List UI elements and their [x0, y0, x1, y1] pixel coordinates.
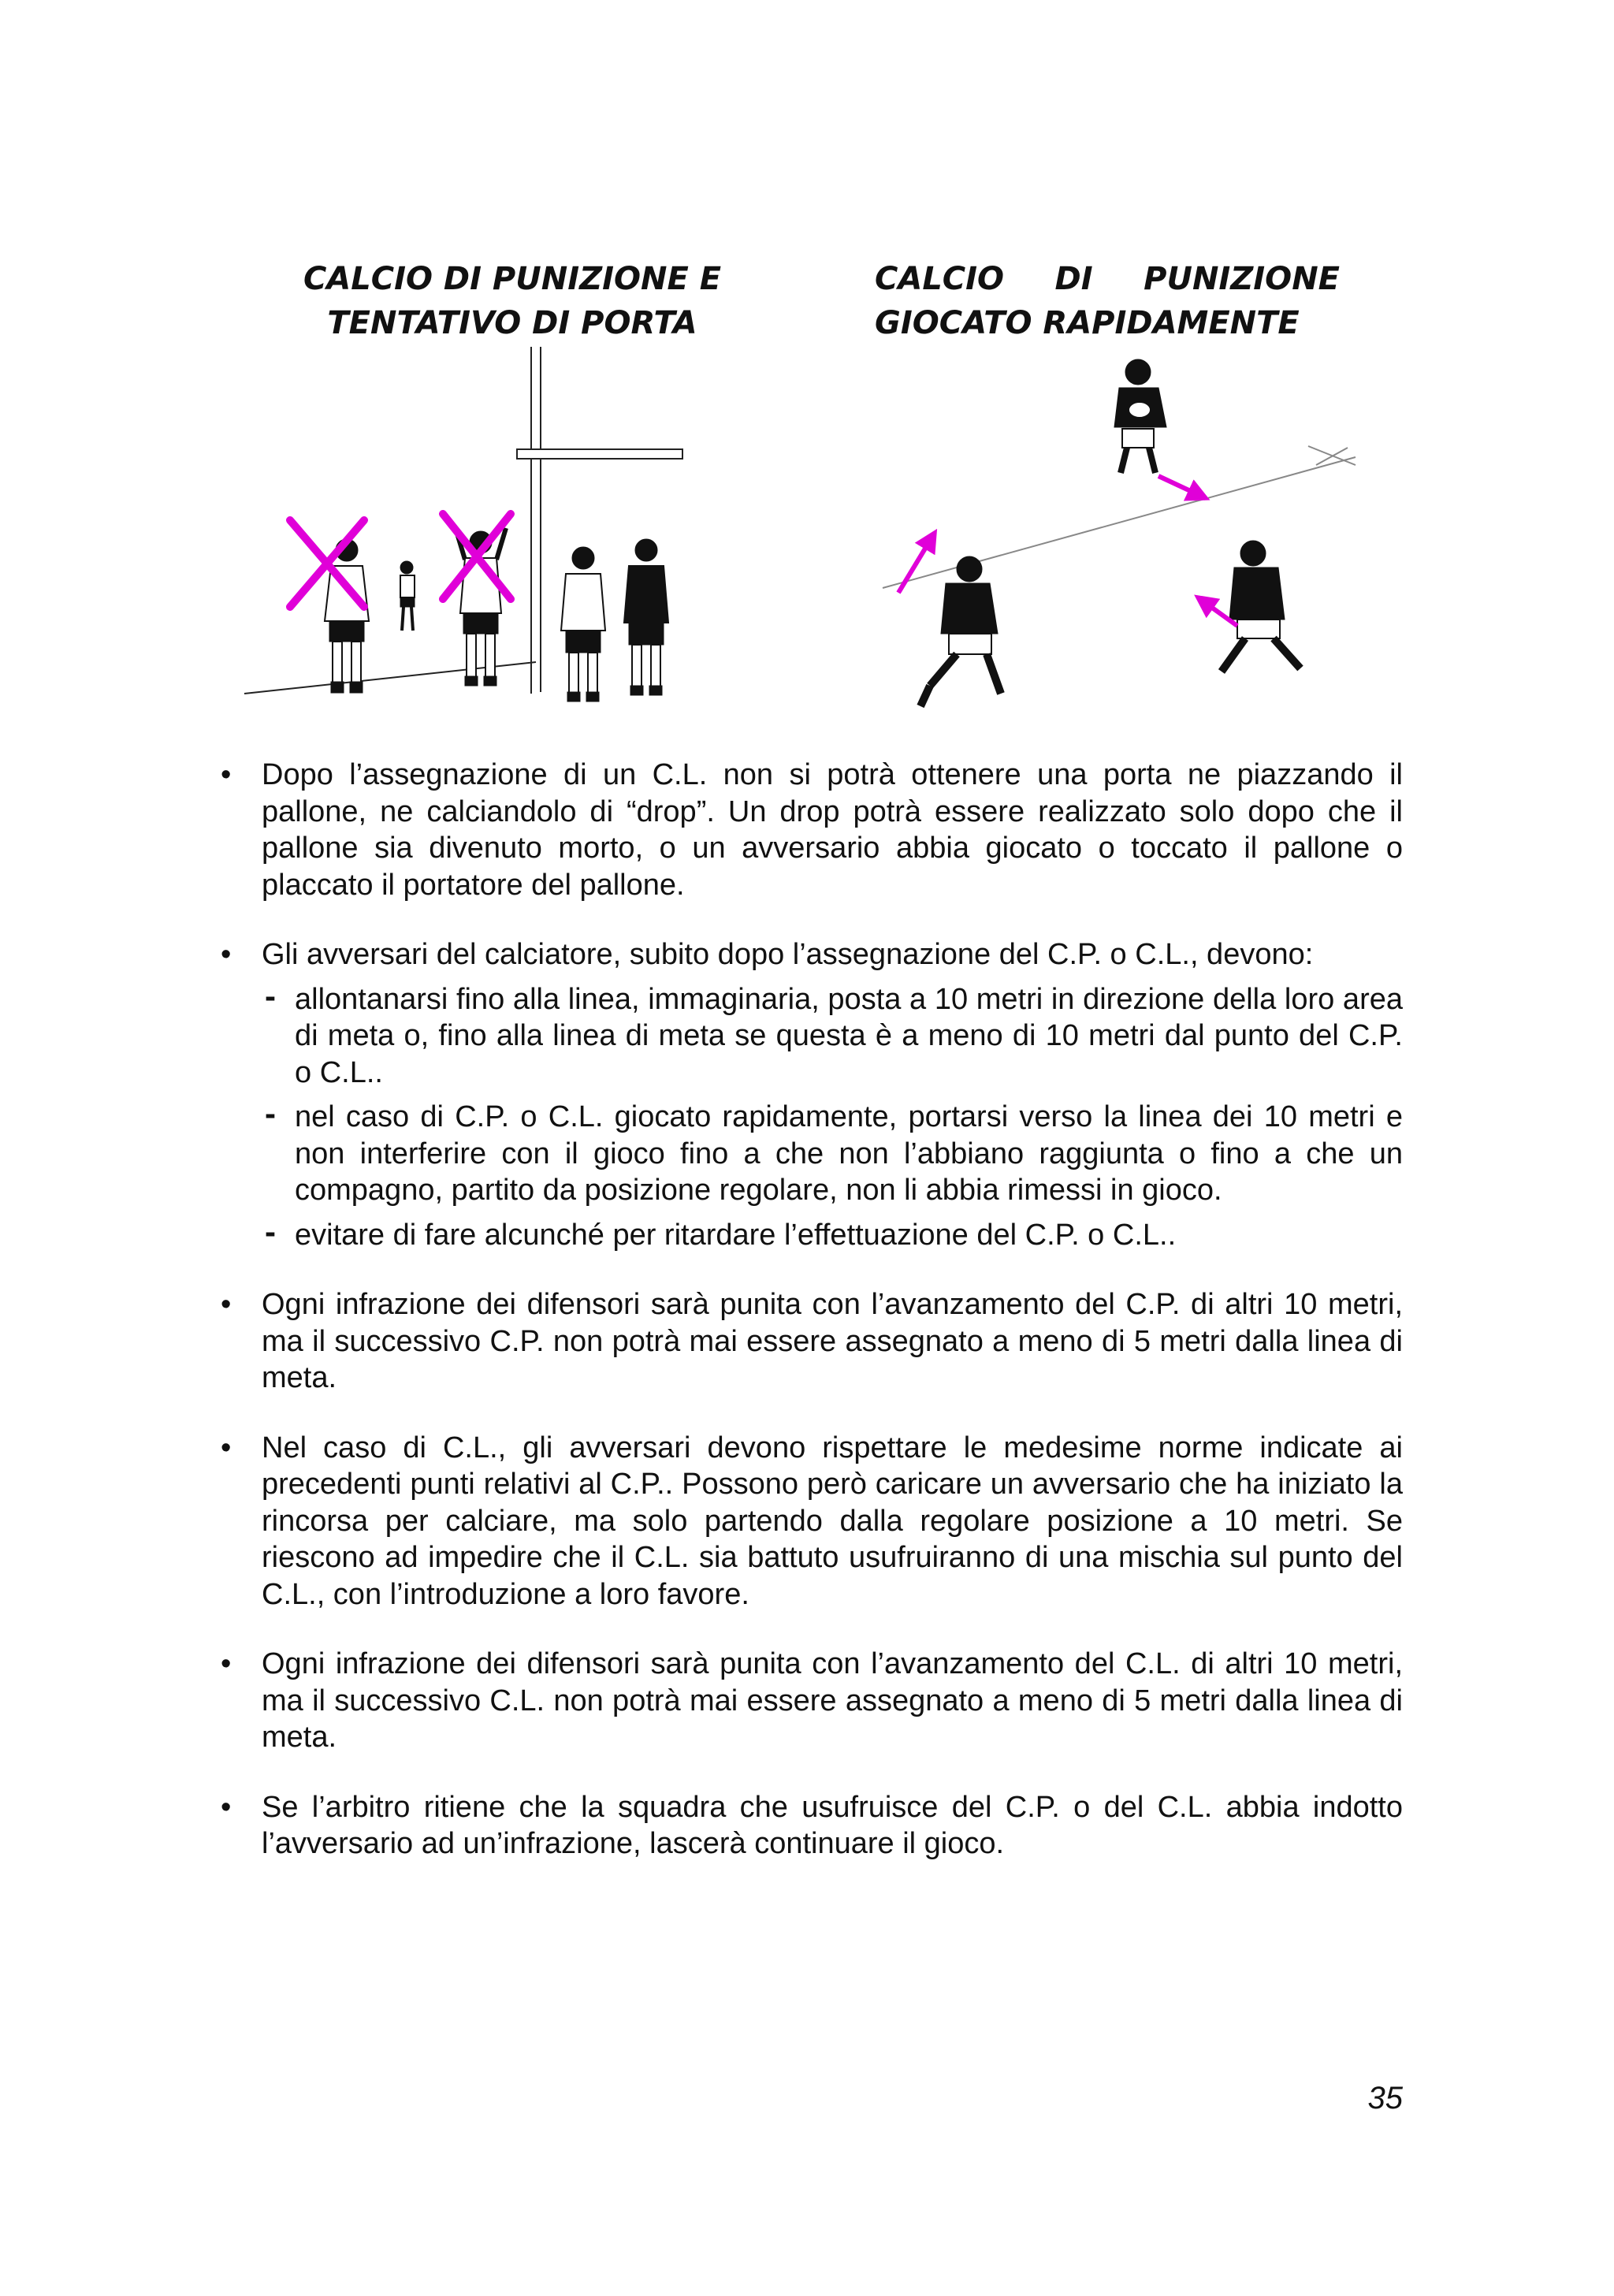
player-3 [561, 547, 605, 701]
bullet-item-4: • Nel caso di C.L., gli avversari devono rispettare le medesime norme indicate ai precedenti punti relativi al C.P.. Possono però caricare un avversario che ha iniziato la rincorsa per calciare, ma solo partendo dalla regolare posizione a 10 metri. Se riescono ad impedire che il C.L. sia battuto usufruiranno di una mischia sul punto del C.L., con l’introduzione a loro favore. [221, 1430, 1403, 1613]
penalty-kick-goal-illustration [236, 347, 725, 725]
bullet-item-2: • Gli avversari del calciatore, subito dopo l’assegnazione del C.P. o C.L., devono: [221, 936, 1403, 973]
runner-right [1222, 541, 1300, 672]
right-title-word3: PUNIZIONE [1144, 261, 1340, 297]
right-title-word1: CALCIO [875, 261, 1005, 297]
sub-item-2: - nel caso di C.P. o C.L. giocato rapidamente, portarsi verso la linea dei 10 metri e non interferire con il gioco fino a che non l’abbiano raggiunta o fino a che un compagno, partito da posizione regolare, non li abbia rimessi in gioco. [262, 1099, 1403, 1209]
rules-text [221, 757, 1403, 1862]
left-title-line1: CALCIO DI PUNIZIONE E [303, 261, 722, 297]
player-small [400, 561, 415, 631]
bullet-item-6: • Se l’arbitro ritiene che la squadra che usufruisce del C.P. o del C.L. abbia indotto l’avversario ad un’infrazione, lascerà continuare il gioco. [221, 1789, 1403, 1862]
quick-penalty-illustration [867, 347, 1371, 725]
right-title-word2: DI [1054, 261, 1093, 297]
right-title-line1 [875, 257, 1340, 301]
sub-list [262, 981, 1403, 1254]
bullet-item-1: • Dopo l’assegnazione di un C.L. non si potrà ottenere una porta ne piazzando il pallone, ne calciandolo di “drop”. Un drop potrà essere realizzato solo dopo che il pallone sia divenuto morto, o un avversario abbia giocato o toccato il pallone o placcato il portatore del pallone. [221, 757, 1403, 903]
sub-item-3: - evitare di fare alcunché per ritardare l’effettuazione del C.P. o C.L.. [262, 1217, 1403, 1254]
player-figures [325, 528, 668, 701]
player-4 [624, 539, 668, 695]
left-title-line2: TENTATIVO DI PORTA [327, 305, 697, 341]
left-figure-title [284, 257, 741, 345]
bullet-item-3: • Ogni infrazione dei difensori sarà punita con l’avanzamento del C.P. di altri 10 metri, ma il successivo C.P. non potrà mai essere assegnato a meno di 5 metri dalla linea di meta. [221, 1286, 1403, 1397]
right-title-line2: GIOCATO RAPIDAMENTE [875, 305, 1300, 341]
right-figure-title [875, 257, 1348, 345]
bullet-item-5: • Ogni infrazione dei difensori sarà punita con l’avanzamento del C.L. di altri 10 metri, ma il successivo C.L. non potrà mai essere assegnato a meno di 5 metri dalla linea di meta. [221, 1646, 1403, 1756]
runner-left [920, 556, 1001, 706]
page-number: 35 [1367, 2081, 1403, 2116]
sub-item-1: - allontanarsi fino alla linea, immaginaria, posta a 10 metri in direzione della loro area di meta o, fino alla linea di meta se questa è a meno di 10 metri dal punto del C.P. o C.L.. [262, 981, 1403, 1092]
runner-top [1114, 359, 1166, 473]
